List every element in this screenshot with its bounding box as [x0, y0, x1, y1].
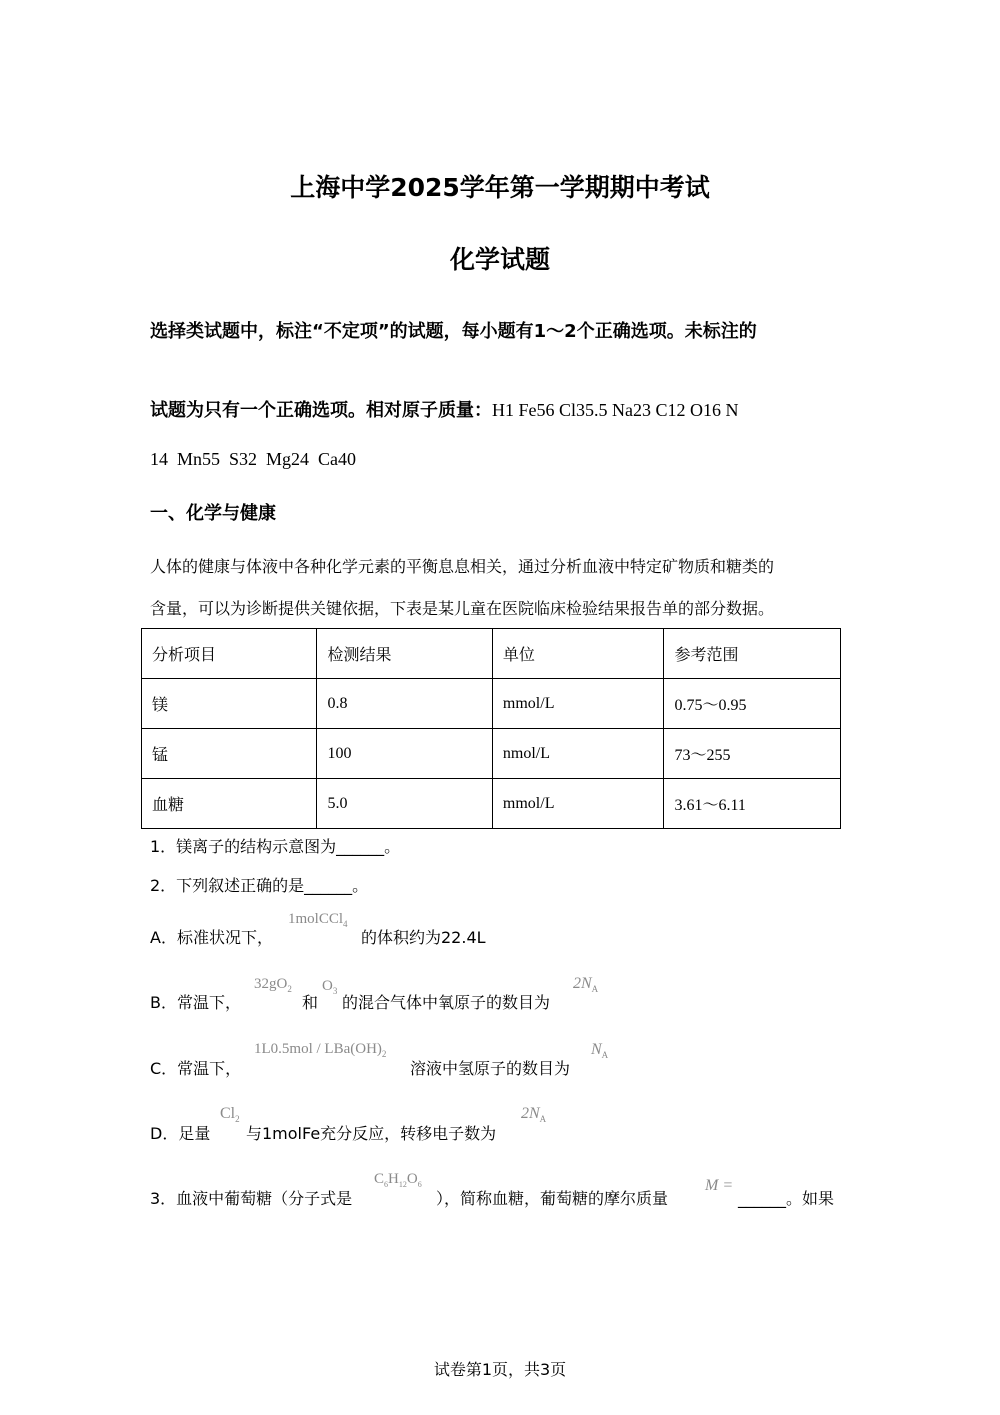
- option-c-answer: $N_A$: [591, 1041, 609, 1061]
- intro-line1: 人体的健康与体液中各种化学元素的平衡息息相关，通过分析血液中特定矿物质和糖类的: [150, 557, 775, 576]
- option-a-text: 的体积约为22.4L: [361, 928, 486, 947]
- option-b-answer: $2N_A$: [573, 975, 599, 995]
- question-1: 1．镁离子的结构示意图为______。: [150, 837, 401, 856]
- option-d-prefix: D．足量: [150, 1124, 211, 1143]
- results-table: [141, 628, 841, 829]
- exam-title: 上海中学2025学年第一学期期中考试: [290, 173, 710, 202]
- table-cell: 100: [317, 729, 492, 779]
- table-row: [142, 779, 841, 829]
- table-cell: mmol/L: [492, 679, 664, 729]
- question-3-prefix: 3．血液中葡萄糖（分子式是: [150, 1189, 353, 1208]
- section-heading: 一、化学与健康: [150, 503, 276, 524]
- option-b-text: 的混合气体中氧原子的数目为: [342, 993, 551, 1012]
- atomic-masses: H1 Fe56 Cl35.5 Na23 C12 O16 N: [492, 400, 739, 420]
- option-a-prefix: A．标准状况下，: [150, 928, 273, 947]
- table-header-cell: 分析项目: [142, 629, 317, 679]
- option-b-formula-1: $32gO_2$: [254, 976, 292, 994]
- instructions-line3: 14 Mn55 S32 Mg24 Ca40: [150, 449, 357, 469]
- table-cell: 镁: [142, 679, 317, 729]
- question-2: 2．下列叙述正确的是______。: [150, 876, 369, 895]
- intro-line2: 含量，可以为诊断提供关键依据，下表是某儿童在医院临床检验结果报告单的部分数据。: [150, 599, 775, 618]
- option-b-conj: 和: [302, 993, 319, 1012]
- table-cell: 0.8: [317, 679, 492, 729]
- table-row: [142, 729, 841, 779]
- option-d-answer: $2N_A$: [521, 1105, 547, 1125]
- table-row: [142, 679, 841, 729]
- option-b-formula-2: $O_3$: [322, 978, 338, 996]
- table-cell: 锰: [142, 729, 317, 779]
- table-cell: 3.61～6.11: [664, 779, 841, 829]
- option-a-formula: 1molCCl$_4$: [288, 911, 348, 929]
- option-c-prefix: C．常温下，: [150, 1059, 242, 1078]
- molar-mass-symbol: M =: [705, 1177, 734, 1194]
- table-cell: 血糖: [142, 779, 317, 829]
- table-cell: 5.0: [317, 779, 492, 829]
- table-cell: 0.75～0.95: [664, 679, 841, 729]
- instructions-line2-label: 试题为只有一个正确选项。相对原子质量：: [150, 400, 492, 421]
- option-c-text: 溶液中氢原子的数目为: [410, 1059, 571, 1078]
- instructions-line1: 选择类试题中，标注“不定项”的试题，每小题有1～2个正确选项。未标注的: [150, 321, 757, 342]
- question-3-text: ），简称血糖，葡萄糖的摩尔质量: [436, 1189, 669, 1208]
- option-d-text: 与1molFe充分反应，转移电子数为: [246, 1124, 497, 1143]
- table-cell: 73～255: [664, 729, 841, 779]
- option-b-prefix: B．常温下，: [150, 993, 241, 1012]
- table-header-cell: 单位: [492, 629, 664, 679]
- instructions-line2: [150, 396, 739, 422]
- table-header-cell: 参考范围: [664, 629, 841, 679]
- option-c-formula: $1L0.5mol / LBa(OH)_2$: [254, 1041, 387, 1059]
- table-cell: nmol/L: [492, 729, 664, 779]
- table-header-cell: 检测结果: [317, 629, 492, 679]
- glucose-formula: $C_6H_{12}O_6$: [374, 1171, 422, 1189]
- table-header-row: [142, 629, 841, 679]
- option-d-formula: $Cl_2$: [220, 1105, 240, 1125]
- question-3-suffix: ______。如果: [738, 1189, 835, 1208]
- exam-subtitle: 化学试题: [449, 245, 550, 274]
- page-footer: 试卷第1页，共3页: [433, 1360, 567, 1379]
- table-cell: mmol/L: [492, 779, 664, 829]
